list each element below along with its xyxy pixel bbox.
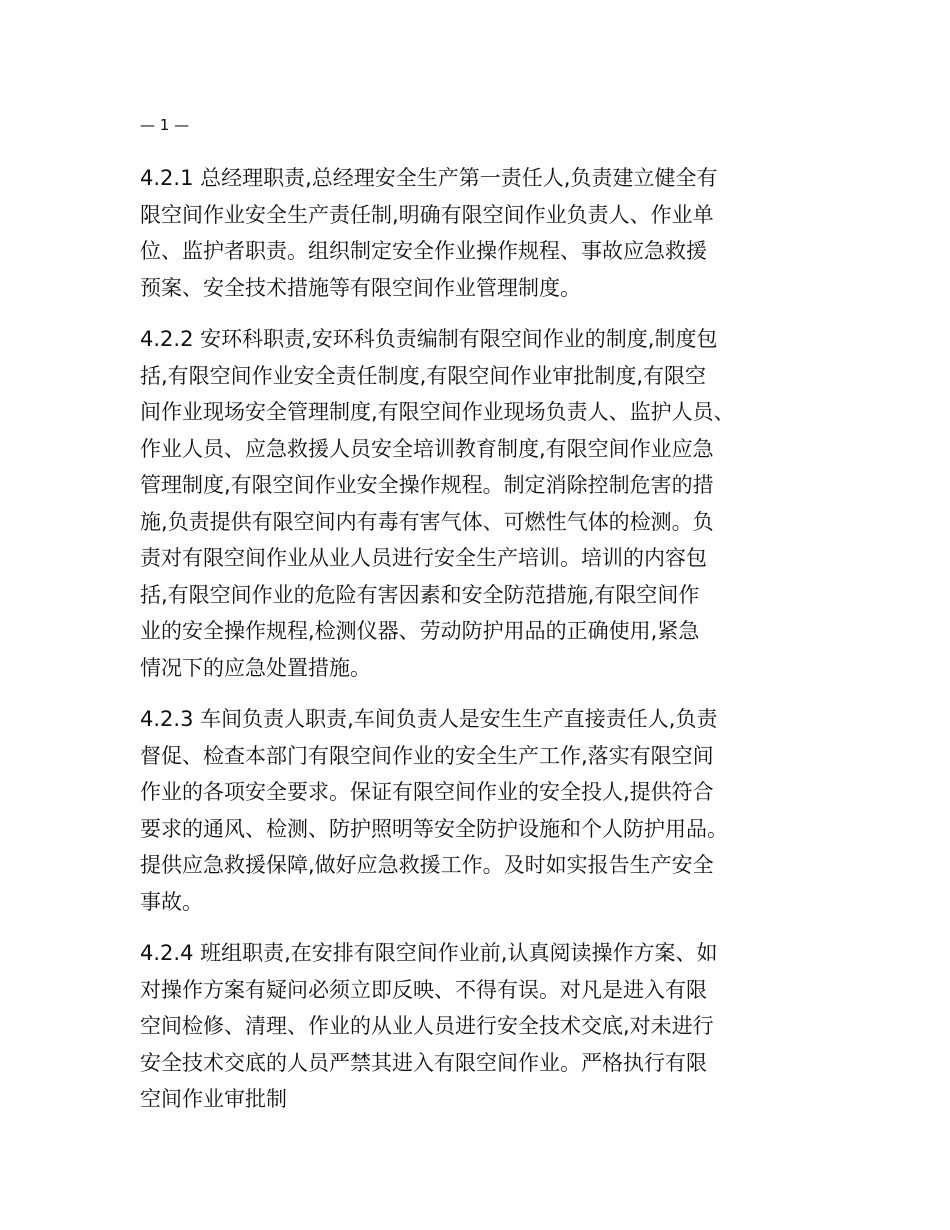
text-line: 对操作方案有疑问必须立即反映、不得有误。对凡是进入有限: [140, 977, 707, 1002]
text-line: 4.2.3 车间负责人职责,车间负责人是安生生产直接责任人,负责: [140, 707, 718, 731]
document-body: [140, 160, 820, 1133]
text-line: 4.2.4 班组职责,在安排有限空间作业前,认真阅读操作方案、如: [140, 941, 718, 965]
text-line: 4.2.2 安环科职责,安环科负责编制有限空间作业的制度,制度包: [140, 327, 718, 351]
text-line: 限空间作业安全生产责任制,明确有限空间作业负责人、作业单: [140, 202, 714, 227]
text-line: 事故。: [140, 889, 203, 914]
text-line: 施,负责提供有限空间内有毒有害气体、可燃性气体的检测。负: [140, 509, 714, 534]
text-line: 责对有限空间作业从业人员进行安全生产培训。培训的内容包: [140, 546, 707, 570]
text-line: 括,有限空间作业安全责任制度,有限空间作业审批制度,有限空: [140, 363, 707, 388]
page-number: — 1 —: [140, 116, 190, 134]
text-line: 作业的各项安全要求。保证有限空间作业的安全投人,提供符合: [140, 780, 714, 804]
paragraph-4-2-4: [140, 935, 820, 1118]
text-line: 空间作业审批制: [140, 1087, 287, 1111]
text-line: 位、监护者职责。组织制定安全作业操作规程、事故应急救援: [140, 239, 707, 263]
text-line: 安全技术交底的人员严禁其进入有限空间作业。严格执行有限: [140, 1050, 707, 1075]
text-line: 提供应急救援保障,做好应急救援工作。及时如实报告生产安全: [140, 853, 714, 877]
text-line: 括,有限空间作业的危险有害因素和安全防范措施,有限空间作: [140, 582, 700, 607]
text-line: 督促、检查本部门有限空间作业的安全生产工作,落实有限空间: [140, 743, 714, 768]
text-line: 要求的通风、检测、防护照明等安全防护设施和个人防护用品。: [140, 816, 728, 841]
text-line: 间作业现场安全管理制度,有限空间作业现场负责人、监护人员、: [140, 400, 735, 424]
paragraph-4-2-2: [140, 321, 820, 686]
paragraph-4-2-1: [140, 160, 820, 306]
text-line: 情况下的应急处置措施。: [140, 655, 371, 680]
text-line: 预案、安全技术措施等有限空间作业管理制度。: [140, 275, 581, 300]
text-line: 空间检修、清理、作业的从业人员进行安全技术交底,对未进行: [140, 1014, 714, 1038]
text-line: 业的安全操作规程,检测仪器、劳动防护用品的正确使用,紧急: [140, 619, 700, 643]
text-line: 4.2.1 总经理职责,总经理安全生产第一责任人,负责建立健全有: [140, 166, 718, 190]
text-line: 作业人员、应急救援人员安全培训教育制度,有限空间作业应急: [140, 436, 714, 461]
paragraph-4-2-3: [140, 701, 820, 920]
text-line: 管理制度,有限空间作业安全操作规程。制定消除控制危害的措: [140, 473, 714, 497]
